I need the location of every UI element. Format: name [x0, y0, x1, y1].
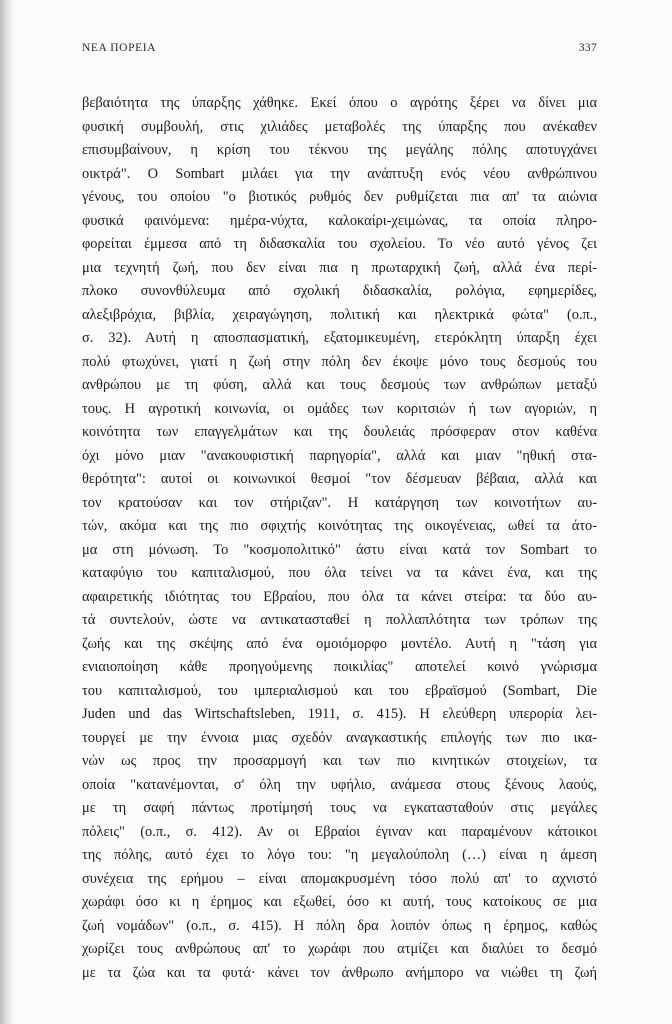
text-line: τον κρατούσαν και τον στήριζαν". Η κατάργηση των κοινοτήτων αυ-: [82, 494, 597, 511]
book-page: [82, 42, 597, 985]
text-line: της πόλης, αυτό έχει το λόγο του: "η μεγαλούπολη (…) είναι η άμεση: [82, 847, 597, 863]
text-line: πολύ φτωχύνει, γιατί η ζωή στην πόλη δεν έκοψε μόνο τους δεσμούς του: [82, 353, 597, 370]
text-line: Juden und das Wirtschaftsleben, 1911, σ. 415). Η ελεύθερη υπερορία λει-: [82, 706, 597, 722]
text-line: τών, ακόμα και της πιο σφιχτής κοινότητας της οικογένειας, ωθεί τα άτο-: [82, 518, 597, 534]
text-line: πόλεις" (ο.π., σ. 412). Αν οι Εβραίοι έγιναν και παραμένουν κάτοικοι: [82, 823, 597, 840]
running-title: ΝΕΑ ΠΟΡΕΙΑ: [82, 42, 157, 54]
text-line: χωρίζει τους ανθρώπους απ' το χωράφι που ατμίζει και διαλύει το δεσμό: [82, 941, 597, 957]
text-line: βεβαιότητα της ύπαρξης χάθηκε. Εκεί όπου ο αγρότης ξέρει να δίνει μια: [82, 95, 597, 111]
running-head: [82, 42, 597, 54]
text-line: μα στη μόνωση. Το "κοσμοπολιτικό" άστυ είναι κατά τον Sombart το: [82, 541, 597, 558]
text-line: κοινότητα των επαγγελμάτων και της δουλειάς πρόσφεραν στον καθένα: [82, 424, 597, 440]
text-line: ζωής και της σκέψης από ένα ομοιόμορφο μοντέλο. Αυτή η "τάση για: [82, 635, 597, 652]
text-line: ανθρώπου με τη φύση, αλλά και τους δεσμούς των ανθρώπων μεταξύ: [82, 377, 597, 393]
text-line: φυσική συμβουλή, στις χιλιάδες μεταβολές της ύπαρξης που ανέκαθεν: [82, 118, 597, 135]
page-gutter-shadow: [0, 0, 14, 1024]
text-line: γένους, του οποίου "ο βιοτικός ρυθμός δεν ρυθμίζεται πια απ' τα αιώνια: [82, 189, 597, 205]
text-line: θερότητα": αυτοί οι κοινωνικοί θεσμοί "τον δέσμευαν βέβαια, αλλά και: [82, 471, 597, 487]
text-line: καταφύγιο του καπιταλισμού, που όλα τείνει να τα κάνει ένα, και της: [82, 565, 597, 581]
text-line: μια τεχνητή ζωή, που δεν είναι πια η πρωταρχική ζωή, αλλά ένα περί-: [82, 259, 597, 276]
text-line: ζωή νομάδων" (ο.π., σ. 415). Η πόλη δρα λοιπόν όπως η έρημος, καθώς: [82, 917, 597, 934]
text-line: φυσικά φαινόμενα: ημέρα-νύχτα, καλοκαίρι-χειμώνας, τα οποία πληρο-: [82, 212, 597, 229]
text-line: νών ως προς την προσαρμογή και των πιο κινητικών στοιχείων, τα: [82, 753, 597, 769]
text-line: τά συντελούν, ώστε να αντικατασταθεί η πολλαπλότητα των τρόπων της: [82, 612, 597, 628]
text-line: ενιαιοποίηση κάθε προηγούμενης ποικιλίας" αποτελεί κοινό γνώρισμα: [82, 659, 597, 675]
text-line: τουργεί με την έννοια μιας σχεδόν αναγκαστικής επιλογής των πιο ικα-: [82, 729, 597, 746]
text-line: χωράφι όσο κι η έρημος και εξωθεί, όσο κι αυτή, τους κατοίκους σε μια: [82, 894, 597, 910]
text-line: τους. Η αγροτική κοινωνία, οι ομάδες των κοριτσιών ή των αγοριών, η: [82, 400, 597, 417]
text-line: οικτρά". Ο Sombart μιλάει για την ανάπτυξη ενός νέου ανθρώπινου: [82, 165, 597, 182]
body-text: [82, 92, 597, 985]
text-line: με τη σαφή πάντως προτίμησή τους να εγκατασταθούν στις μεγάλες: [82, 800, 597, 816]
text-line: επισυμβαίνουν, η κρίση του τέκνου της μεγάλης πόλης αποτυγχάνει: [82, 142, 597, 158]
text-line: αφαιρετικής ιδιότητας του Εβραίου, που όλα τα κάνει στείρα: τα δύο αυ-: [82, 588, 597, 605]
text-line: συνέχεια της ερήμου – είναι απομακρυσμένη τόσο πολύ απ' το αχνιστό: [82, 870, 597, 887]
text-line: οποία "κατανέμονται, σ' όλη την υφήλιο, ανάμεσα στους ξένους λαούς,: [82, 776, 597, 793]
text-line: με τα ζώα και τα φυτά· κάνει τον άνθρωπο ανήμπορο να νιώθει τη ζωή: [82, 964, 597, 981]
text-line: πλοκο συνονθύλευμα από σχολική διδασκαλία, ρολόγια, εφημερίδες,: [82, 283, 597, 299]
text-line: όχι μόνο μιαν "ανακουφιστική παρηγορία", αλλά και μιαν "ηθική στα-: [82, 447, 597, 464]
page-number: 337: [578, 42, 597, 54]
text-line: αλεξιβρόχια, βιβλία, χειραγώγηση, πολιτική και ηλεκτρικά φώτα" (ο.π.,: [82, 306, 597, 323]
text-line: του καπιταλισμού, του ιμπεριαλισμού και του εβραϊσμού (Sombart, Die: [82, 682, 597, 699]
text-line: φορείται έμμεσα από τη διδασκαλία του σχολείου. Το νέο αυτό γένος ζει: [82, 236, 597, 252]
text-line: σ. 32). Αυτή η αποσπασματική, εξατομικευμένη, ετερόκλητη ύπαρξη έχει: [82, 330, 597, 346]
